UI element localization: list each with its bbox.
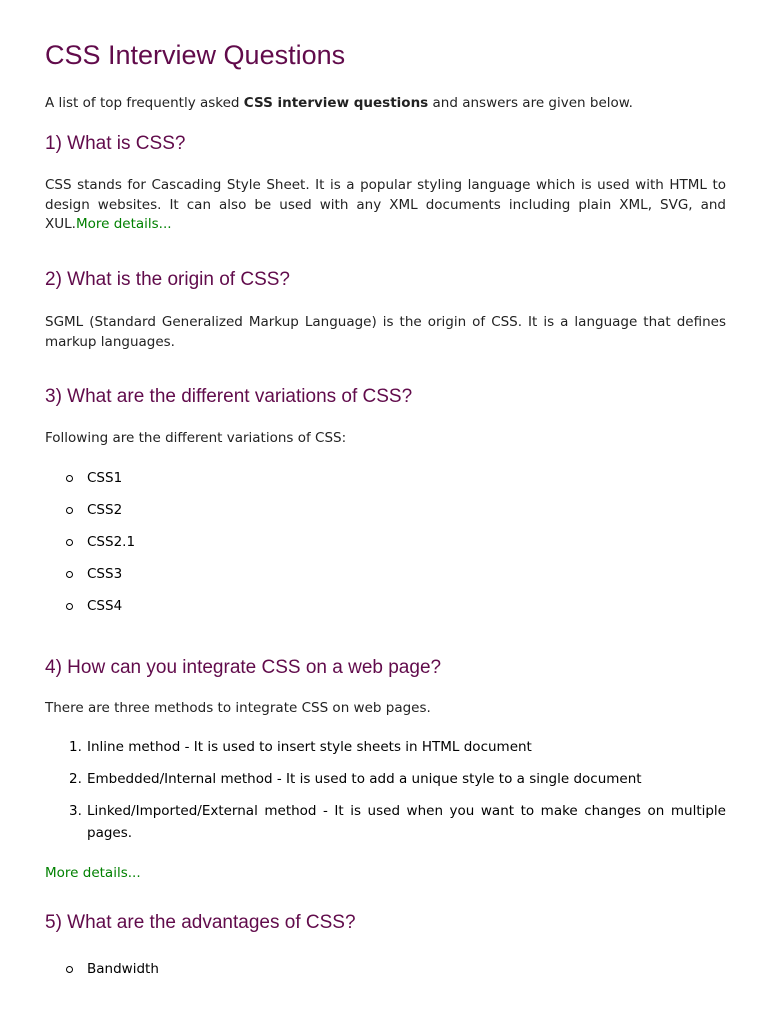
question-1-heading: 1) What is CSS? — [45, 133, 186, 154]
list-item — [45, 565, 135, 597]
list-item-label: Embedded/Internal method - It is used to add a unique style to a single document — [87, 771, 642, 787]
list-item — [45, 768, 726, 790]
question-1-answer — [45, 176, 726, 235]
intro-text-before: A list of top frequently asked — [45, 95, 244, 111]
integration-methods-list — [45, 736, 726, 854]
question-2-heading: 2) What is the origin of CSS? — [45, 269, 290, 290]
question-2-answer: SGML (Standard Generalized Markup Language) is the origin of CSS. It is a language that defines markup languages. — [45, 314, 726, 350]
question-1-answer-text: CSS stands for Cascading Style Sheet. It is a popular styling language which is used with HTML to design websites. It can also be used with any XML documents including plain XML, SVG, and XUL. — [45, 177, 726, 232]
css-variations-list — [45, 469, 135, 629]
list-item-label: CSS3 — [87, 566, 123, 582]
list-item-label: CSS2 — [87, 502, 123, 518]
list-item-label: CSS4 — [87, 598, 123, 614]
intro-bold-keyword: CSS interview questions — [243, 95, 429, 111]
list-item — [45, 469, 135, 501]
bullet-icon — [66, 603, 73, 610]
question-4-heading: 4) How can you integrate CSS on a web page? — [45, 657, 442, 678]
question-3-heading: 3) What are the different variations of CSS? — [45, 386, 413, 407]
bullet-icon — [66, 966, 73, 973]
list-item-label: CSS1 — [87, 470, 123, 486]
list-item — [45, 800, 726, 844]
question-5-heading: 5) What are the advantages of CSS? — [45, 912, 356, 933]
question-3-intro: Following are the different variations of CSS: — [45, 430, 347, 446]
list-item — [45, 960, 159, 992]
list-item — [45, 597, 135, 629]
list-item-label: Bandwidth — [87, 961, 159, 977]
bullet-icon — [66, 475, 73, 482]
question-1-more-details-link[interactable]: More details... — [75, 216, 172, 232]
question-4-intro: There are three methods to integrate CSS on web pages. — [45, 700, 431, 716]
page-title: CSS Interview Questions — [45, 40, 346, 70]
list-item — [45, 501, 135, 533]
list-item-number: 1. — [69, 739, 82, 755]
bullet-icon — [66, 539, 73, 546]
list-item-number: 2. — [69, 771, 82, 787]
list-item-label: Linked/Imported/External method - It is used when you want to make changes on multiple pages. — [87, 803, 726, 841]
intro-paragraph — [45, 94, 633, 113]
intro-text-after: and answers are given below. — [428, 95, 633, 111]
bullet-icon — [66, 571, 73, 578]
question-4-more-details-link[interactable]: More details... — [45, 865, 141, 881]
bullet-icon — [66, 507, 73, 514]
list-item-number: 3. — [69, 803, 82, 819]
list-item-label: Inline method - It is used to insert style sheets in HTML document — [87, 739, 532, 755]
list-item — [45, 533, 135, 565]
css-advantages-list — [45, 960, 159, 992]
list-item — [45, 736, 726, 758]
list-item-label: CSS2.1 — [87, 534, 136, 550]
